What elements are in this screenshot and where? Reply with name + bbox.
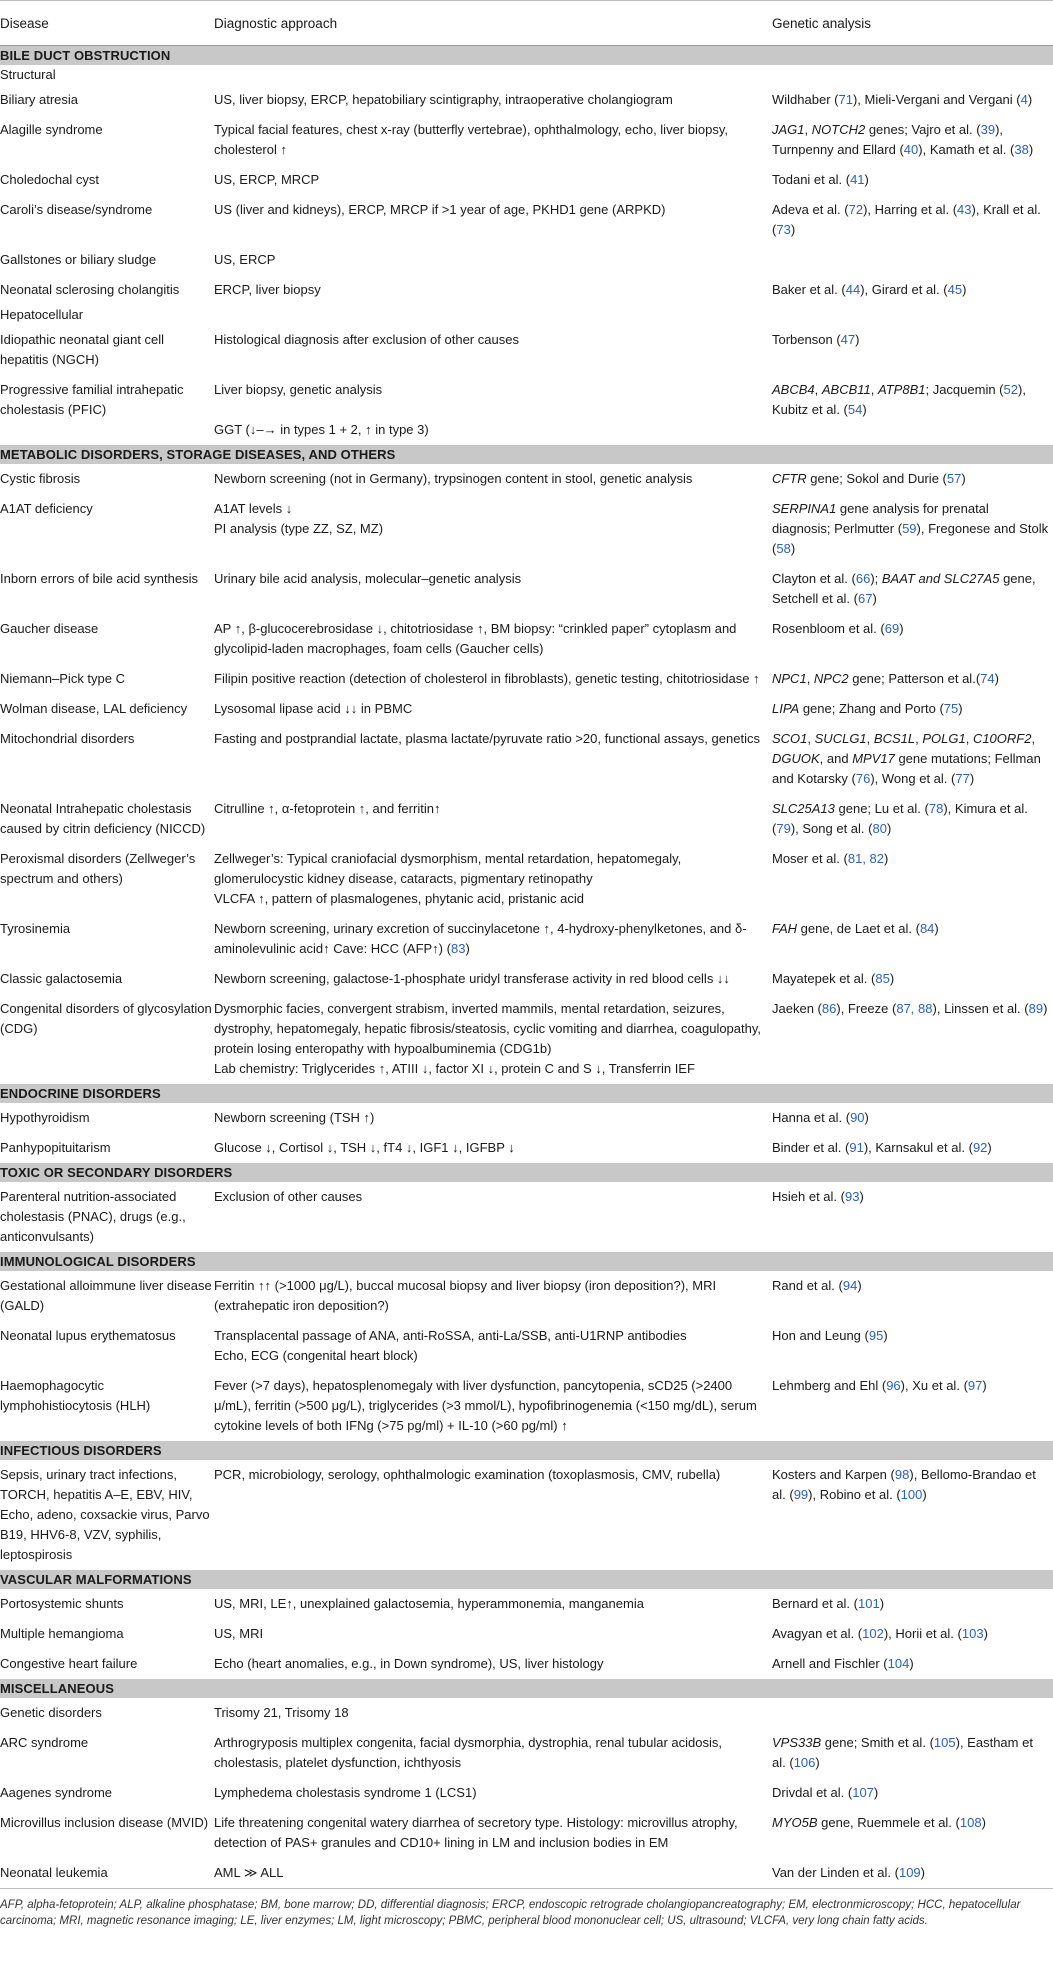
diagnostic-cell: Glucose ↓, Cortisol ↓, TSH ↓, fT4 ↓, IGF1 ↓, IGFBP ↓ <box>214 1140 515 1155</box>
disease-cell: Genetic disorders <box>0 1705 102 1720</box>
genetic-cell: FAH gene, de Laet et al. (84) <box>772 921 939 936</box>
genetic-cell: Avagyan et al. (102), Horii et al. (103) <box>772 1626 988 1641</box>
disease-cell: Gestational alloimmune liver disease (GALD) <box>0 1278 212 1313</box>
reference-link[interactable]: 73 <box>776 222 791 237</box>
reference-link[interactable]: 80 <box>872 821 887 836</box>
genetic-cell: Binder et al. (91), Karnsakul et al. (92) <box>772 1140 992 1155</box>
table-row <box>0 724 1053 794</box>
reference-link[interactable]: 54 <box>847 402 863 417</box>
reference-link[interactable]: 76 <box>855 771 871 786</box>
table-row <box>0 275 1053 305</box>
diagnostic-cell: PCR, microbiology, serology, ophthalmologic examination (toxoplasmosis, CMV, rubella) <box>214 1467 721 1482</box>
diagnostic-cell: Newborn screening (not in Germany), trypsinogen content in stool, genetic analysis <box>214 471 693 486</box>
table-row <box>0 1649 1053 1679</box>
genetic-cell: Bernard et al. (101) <box>772 1596 885 1611</box>
section-header: INFECTIOUS DISORDERS <box>0 1441 1053 1460</box>
diagnostic-cell: ERCP, liver biopsy <box>214 282 321 297</box>
subsection-label: Structural <box>0 67 56 82</box>
diagnostic-cell: Citrulline ↑, α-fetoprotein ↑, and ferritin↑ <box>214 801 441 816</box>
table-row <box>0 464 1053 494</box>
table-row <box>0 1103 1053 1133</box>
disease-cell: Gallstones or biliary sludge <box>0 252 157 267</box>
table-body <box>0 46 1053 1888</box>
diagnostic-cell: Arthrogryposis multiplex congenita, facial dysmorphia, dystrophia, renal tubular acidosis, cholestasis, platelet dysfunction, ichthyosis <box>214 1735 722 1770</box>
table-row <box>0 564 1053 614</box>
reference-link[interactable]: 44 <box>845 282 861 297</box>
disease-cell: Microvillus inclusion disease (MVID) <box>0 1815 209 1830</box>
genetic-cell: Lehmberg and Ehl (96), Xu et al. (97) <box>772 1378 987 1393</box>
reference-link[interactable]: 94 <box>842 1278 858 1293</box>
reference-link[interactable]: 101 <box>858 1596 880 1611</box>
diagnostic-cell: Liver biopsy, genetic analysis GGT (↓–→ in types 1 + 2, ↑ in type 3) <box>214 382 429 437</box>
disease-cell: Cystic fibrosis <box>0 471 81 486</box>
genetic-cell: Torbenson (47) <box>772 332 860 347</box>
reference-link[interactable]: 93 <box>845 1189 860 1204</box>
genetic-cell <box>772 1703 1053 1723</box>
table-row <box>0 1460 1053 1570</box>
disease-cell: ARC syndrome <box>0 1735 89 1750</box>
diagnostic-cell: Urinary bile acid analysis, molecular–genetic analysis <box>214 571 522 586</box>
reference-link[interactable]: 41 <box>850 172 865 187</box>
genetic-cell: MYO5B gene, Ruemmele et al. (108) <box>772 1815 986 1830</box>
table-row <box>0 664 1053 694</box>
reference-link[interactable]: 98 <box>894 1467 910 1482</box>
disease-cell: Classic galactosemia <box>0 971 123 986</box>
table-row <box>0 794 1053 844</box>
reference-link[interactable]: 96 <box>886 1378 901 1393</box>
genetic-cell <box>772 250 1053 270</box>
genetic-cell: Rosenbloom et al. (69) <box>772 621 904 636</box>
disease-cell: Wolman disease, LAL deficiency <box>0 701 188 716</box>
table-row <box>0 1133 1053 1163</box>
genetic-cell: CFTR gene; Sokol and Durie (57) <box>772 471 966 486</box>
reference-link[interactable]: 77 <box>955 771 970 786</box>
disease-cell: Parenteral nutrition-associated cholestasis (PNAC), drugs (e.g., anticonvulsants) <box>0 1189 186 1244</box>
diagnostic-cell: US, ERCP, MRCP <box>214 172 320 187</box>
reference-link[interactable]: 59 <box>902 521 917 536</box>
disease-cell: Alagille syndrome <box>0 122 103 137</box>
table-row <box>0 1321 1053 1371</box>
genetic-cell: ABCB4, ABCB11, ATP8B1; Jacquemin (52), Kubitz et al. (54) <box>772 382 1026 417</box>
reference-link[interactable]: 52 <box>1003 382 1018 397</box>
diagnostic-cell: US, liver biopsy, ERCP, hepatobiliary scintigraphy, intraoperative cholangiogram <box>214 92 673 107</box>
disease-cell: Neonatal leukemia <box>0 1865 108 1880</box>
diagnostic-cell: Newborn screening, galactose-1-phosphate uridyl transferase activity in red blood cells ↓↓ <box>214 971 730 986</box>
reference-link[interactable]: 45 <box>947 282 963 297</box>
table-header <box>0 0 1053 46</box>
diagnostic-cell: Zellweger’s: Typical craniofacial dysmorphism, mental retardation, hepatomegaly, glomerulocystic kidney disease, cataracts, pigmentary retinopathy VLCFA ↑, pattern of plasmalogenes, phytanic acid, pristanic acid <box>214 851 682 906</box>
table-row <box>0 1271 1053 1321</box>
disease-cell: Gaucher disease <box>0 621 99 636</box>
reference-link[interactable]: 4 <box>1020 92 1028 107</box>
genetic-cell: Kosters and Karpen (98), Bellomo-Brandao et al. (99), Robino et al. (100) <box>772 1467 1036 1502</box>
diagnostic-cell: Echo (heart anomalies, e.g., in Down syndrome), US, liver histology <box>214 1656 604 1671</box>
disease-cell: Sepsis, urinary tract infections, TORCH, hepatitis A–E, EBV, HIV, Echo, adeno, coxsackie virus, Parvo B19, HHV6-8, VZV, syphilis, leptospirosis <box>0 1467 210 1562</box>
disease-cell: Biliary atresia <box>0 92 79 107</box>
genetic-cell: SERPINA1 gene analysis for prenatal diagnosis; Perlmutter (59), Fregonese and Stolk (58) <box>772 501 1049 556</box>
diagnostic-cell: AML ≫ ALL <box>214 1865 284 1880</box>
genetic-cell: Jaeken (86), Freeze (87, 88), Linssen et al. (89) <box>772 1001 1048 1016</box>
reference-link[interactable]: 99 <box>793 1487 809 1502</box>
reference-link[interactable]: 84 <box>919 921 935 936</box>
diagnostic-cell: Lysosomal lipase acid ↓↓ in PBMC <box>214 701 413 716</box>
reference-link[interactable]: 39 <box>980 122 996 137</box>
table-row <box>0 1371 1053 1441</box>
disease-cell: Aagenes syndrome <box>0 1785 113 1800</box>
genetic-cell: NPC1, NPC2 gene; Patterson et al.(74) <box>772 671 999 686</box>
diagnostic-cell: Newborn screening, urinary excretion of succinylacetone ↑, 4-hydroxy-phenylketones, and δ-aminolevulinic acid↑ Cave: HCC (AFP↑) (83) <box>214 921 747 956</box>
reference-link[interactable]: 86 <box>821 1001 837 1016</box>
table-row <box>0 1619 1053 1649</box>
disease-cell: Neonatal Intrahepatic cholestasis caused by citrin deficiency (NICCD) <box>0 801 206 836</box>
table-row <box>0 165 1053 195</box>
table-row <box>0 85 1053 115</box>
subsection-label: Hepatocellular <box>0 307 84 322</box>
disease-cell: Haemophagocytic lymphohistiocytosis (HLH) <box>0 1378 151 1413</box>
reference-link[interactable]: 83 <box>450 941 466 956</box>
reference-link[interactable]: 105 <box>933 1735 956 1750</box>
disease-cell: Neonatal sclerosing cholangitis <box>0 282 180 297</box>
reference-link[interactable]: 69 <box>884 621 900 636</box>
reference-link[interactable]: 78 <box>928 801 944 816</box>
genetic-cell: Drivdal et al. (107) <box>772 1785 879 1800</box>
table-row <box>0 964 1053 994</box>
genetic-cell: SLC25A13 gene; Lu et al. (78), Kimura et al. (79), Song et al. (80) <box>772 801 1028 836</box>
reference-link[interactable]: 74 <box>980 671 995 686</box>
disease-cell: Multiple hemangioma <box>0 1626 124 1641</box>
reference-link[interactable]: 87, 88 <box>896 1001 933 1016</box>
disease-cell: Caroli’s disease/syndrome <box>0 202 153 217</box>
reference-link[interactable]: 104 <box>887 1656 910 1671</box>
diagnostic-cell: Exclusion of other causes <box>214 1189 363 1204</box>
reference-link[interactable]: 72 <box>848 202 864 217</box>
table-row <box>0 614 1053 664</box>
genetic-cell: Mayatepek et al. (85) <box>772 971 895 986</box>
table-row <box>0 195 1053 245</box>
reference-link[interactable]: 109 <box>898 1865 921 1880</box>
reference-link[interactable]: 95 <box>868 1328 884 1343</box>
section-header: IMMUNOLOGICAL DISORDERS <box>0 1252 1053 1271</box>
diagnostic-cell: US, ERCP <box>214 252 276 267</box>
diagnostic-cell: Trisomy 21, Trisomy 18 <box>214 1705 349 1720</box>
table-row <box>0 1728 1053 1778</box>
section-header: TOXIC OR SECONDARY DISORDERS <box>0 1163 1053 1182</box>
reference-link[interactable]: 103 <box>961 1626 984 1641</box>
table-row <box>0 325 1053 375</box>
genetic-cell: Baker et al. (44), Girard et al. (45) <box>772 282 967 297</box>
genetic-cell: Rand et al. (94) <box>772 1278 862 1293</box>
section-header: ENDOCRINE DISORDERS <box>0 1084 1053 1103</box>
reference-link[interactable]: 43 <box>957 202 972 217</box>
reference-link[interactable]: 40 <box>903 142 919 157</box>
disease-cell: Portosystemic shunts <box>0 1596 124 1611</box>
disease-cell: Progressive familial intrahepatic cholestasis (PFIC) <box>0 382 184 417</box>
disease-cell: Tyrosinemia <box>0 921 71 936</box>
diagnostic-cell: Fasting and postprandial lactate, plasma lactate/pyruvate ratio >20, functional assays, genetics <box>214 731 760 746</box>
table-row <box>0 994 1053 1084</box>
reference-link[interactable]: 107 <box>852 1785 874 1800</box>
table-row <box>0 245 1053 275</box>
reference-link[interactable]: 91 <box>849 1140 864 1155</box>
disease-cell: Idiopathic neonatal giant cell hepatitis (NGCH) <box>0 332 165 367</box>
disease-cell: Choledochal cyst <box>0 172 99 187</box>
diagnostic-cell: Ferritin ↑↑ (>1000 μg/L), buccal mucosal biopsy and liver biopsy (iron deposition?), MRI (extrahepatic iron deposition?) <box>214 1278 717 1313</box>
reference-link[interactable]: 102 <box>862 1626 884 1641</box>
genetic-cell: Arnell and Fischler (104) <box>772 1656 914 1671</box>
table-row <box>0 1589 1053 1619</box>
table-row <box>0 1808 1053 1858</box>
reference-link[interactable]: 75 <box>943 701 959 716</box>
disease-cell: Niemann–Pick type C <box>0 671 125 686</box>
table-row <box>0 914 1053 964</box>
diagnostic-cell: Newborn screening (TSH ↑) <box>214 1110 375 1125</box>
diagnostic-cell: Typical facial features, chest x-ray (butterfly vertebrae), ophthalmology, echo, liver biopsy, cholesterol ↑ <box>214 122 728 157</box>
reference-link[interactable]: 79 <box>776 821 791 836</box>
genetic-cell: VPS33B gene; Smith et al. (105), Eastham et al. (106) <box>772 1735 1033 1770</box>
table-row <box>0 694 1053 724</box>
table-row <box>0 844 1053 914</box>
table-row <box>0 1778 1053 1808</box>
reference-link[interactable]: 92 <box>972 1140 988 1155</box>
diagnostic-cell: US, MRI <box>214 1626 264 1641</box>
genetic-cell: Van der Linden et al. (109) <box>772 1865 926 1880</box>
reference-link[interactable]: 38 <box>1014 142 1029 157</box>
genetic-cell: Hon and Leung (95) <box>772 1328 888 1343</box>
genetic-cell: Hsieh et al. (93) <box>772 1189 864 1204</box>
reference-link[interactable]: 106 <box>793 1755 816 1770</box>
section-header: VASCULAR MALFORMATIONS <box>0 1570 1053 1589</box>
section-header: MISCELLANEOUS <box>0 1679 1053 1698</box>
diagnostic-cell: Fever (>7 days), hepatosplenomegaly with liver dysfunction, pancytopenia, sCD25 (>2400 μ/mL), ferritin (>500 μg/L), triglycerides (>3 mmol/L), hypofibrinogenemia (<150 mg/dL), serum cytokine levels of both IFNg (>75 pg/ml) + IL-10 (>60 pg/ml) ↑ <box>214 1378 757 1433</box>
reference-link[interactable]: 66 <box>855 571 871 586</box>
genetic-cell: Hanna et al. (90) <box>772 1110 869 1125</box>
reference-link[interactable]: 97 <box>967 1378 983 1393</box>
reference-link[interactable]: 100 <box>900 1487 923 1502</box>
header-diagnostic-approach: Diagnostic approach <box>214 15 338 31</box>
diagnostic-cell: Filipin positive reaction (detection of cholesterol in fibroblasts), genetic testing, chitotriosidase ↑ <box>214 671 760 686</box>
diagnostic-cell: Dysmorphic facies, convergent strabism, inverted mammils, mental retardation, seizures, dystrophy, hepatomegaly, hepatic fibrosis/steatosis, cyclic vomiting and diarrhea, coagulopathy, protein losing enteropathy with hypoalbuminemia (CDG1b) Lab chemistry: Triglycerides ↑, ATIII ↓, factor XI ↓, protein C and S ↓, Transferrin IEF <box>214 1001 762 1076</box>
section-header: BILE DUCT OBSTRUCTION <box>0 46 1053 65</box>
diagnostic-cell: Histological diagnosis after exclusion of other causes <box>214 332 519 347</box>
disease-cell: Congestive heart failure <box>0 1656 138 1671</box>
footnote: AFP, alpha-fetoprotein; ALP, alkaline phosphatase; BM, bone marrow; DD, differential diagnosis; ERCP, endoscopic retrograde cholangiopancreatography; EM, electronmicroscopy; HCC, hepatocellular carcinoma; MRI, magnetic resonance imaging; LE, liver enzymes; LM, light microscopy; PBMC, peripheral blood mononuclear cell; US, ultrasound; VLCFA, very long chain fatty acids. <box>0 1888 1053 1929</box>
reference-link[interactable]: 57 <box>946 471 962 486</box>
diagnostic-cell: Life threatening congenital watery diarrhea of secretory type. Histology: microvillus atrophy, detection of PAS+ granules and CD10+ lining in LM and inclusion bodies in EM <box>214 1815 738 1850</box>
genetic-cell: Todani et al. (41) <box>772 172 869 187</box>
table-row <box>0 115 1053 165</box>
disease-cell: Congenital disorders of glycosylation (CDG) <box>0 1001 212 1036</box>
table-row <box>0 1182 1053 1252</box>
header-genetic-analysis: Genetic analysis <box>772 15 872 31</box>
reference-link[interactable]: 85 <box>875 971 890 986</box>
table-row <box>0 1858 1053 1888</box>
disease-cell: Neonatal lupus erythematosus <box>0 1328 176 1343</box>
section-header: METABOLIC DISORDERS, STORAGE DISEASES, AND OTHERS <box>0 445 1053 464</box>
disease-cell: Mitochondrial disorders <box>0 731 135 746</box>
diagnostic-cell: AP ↑, β-glucocerebrosidase ↓, chitotriosidase ↑, BM biopsy: “crinkled paper” cytoplasm and glycolipid-laden macrophages, foam cells (Gaucher cells) <box>214 621 737 656</box>
genetic-cell: Adeva et al. (72), Harring et al. (43), Krall et al. (73) <box>772 202 1041 237</box>
genetic-cell: Clayton et al. (66); BAAT and SLC27A5 gene, Setchell et al. (67) <box>772 571 1036 606</box>
disease-cell: Panhypopituitarism <box>0 1140 111 1155</box>
reference-link[interactable]: 71 <box>838 92 853 107</box>
reference-link[interactable]: 81, 82 <box>847 851 885 866</box>
reference-link[interactable]: 67 <box>858 591 873 606</box>
header-disease: Disease <box>0 15 49 31</box>
table-row <box>0 375 1053 445</box>
reference-link[interactable]: 90 <box>850 1110 865 1125</box>
reference-link[interactable]: 58 <box>776 541 791 556</box>
reference-link[interactable]: 47 <box>840 332 856 347</box>
disease-cell: Peroxismal disorders (Zellweger’s spectrum and others) <box>0 851 196 886</box>
genetic-cell: LIPA gene; Zhang and Porto (75) <box>772 701 963 716</box>
diagnostic-cell: US, MRI, LE↑, unexplained galactosemia, hyperammonemia, manganemia <box>214 1596 644 1611</box>
genetic-cell: Moser et al. (81, 82) <box>772 851 889 866</box>
diagnostic-cell: Lymphedema cholestasis syndrome 1 (LCS1) <box>214 1785 477 1800</box>
table-row <box>0 494 1053 564</box>
diagnostic-cell: Transplacental passage of ANA, anti-RoSSA, anti-La/SSB, anti-U1RNP antibodies Echo, ECG (congenital heart block) <box>214 1328 687 1363</box>
disease-cell: Inborn errors of bile acid synthesis <box>0 571 198 586</box>
disease-cell: A1AT deficiency <box>0 501 93 516</box>
genetic-cell: Wildhaber (71), Mieli-Vergani and Vergani (4) <box>772 92 1033 107</box>
table-row <box>0 1698 1053 1728</box>
reference-link[interactable]: 89 <box>1028 1001 1044 1016</box>
diagnostic-cell: A1AT levels ↓ PI analysis (type ZZ, SZ, MZ) <box>214 501 384 536</box>
genetic-cell: JAG1, NOTCH2 genes; Vajro et al. (39), Turnpenny and Ellard (40), Kamath et al. (38) <box>772 122 1034 157</box>
genetic-cell: SCO1, SUCLG1, BCS1L, POLG1, C10ORF2, DGUOK, and MPV17 gene mutations; Fellman and Kotarsky (76), Wong et al. (77) <box>772 731 1041 786</box>
disease-cell: Hypothyroidism <box>0 1110 90 1125</box>
reference-link[interactable]: 108 <box>959 1815 982 1830</box>
diagnostic-cell: US (liver and kidneys), ERCP, MRCP if >1 year of age, PKHD1 gene (ARPKD) <box>214 202 666 217</box>
